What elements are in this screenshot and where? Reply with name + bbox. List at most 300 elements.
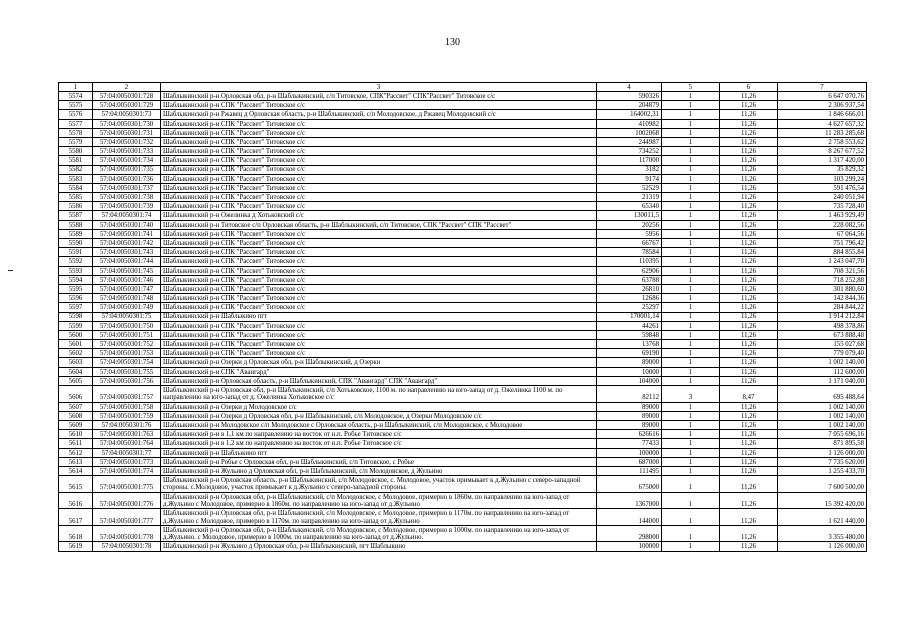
cadastral-number: 57:04:0050301:77 (93, 448, 161, 457)
address: Шаблыкинский р-н Ожелинка д Хотьковский с/с (161, 211, 597, 220)
address: Шаблыкинский р-н Шаблыкино пгт (161, 448, 597, 457)
address: Шаблыкинский р-н СПК "Рассвет" Титовское с/с (161, 266, 597, 275)
table-row (59, 137, 867, 146)
area: 20256 (597, 220, 662, 229)
cadastral-value: 718 252,88 (778, 275, 867, 284)
row-number: 5607 (59, 402, 93, 411)
table-row (59, 119, 867, 128)
cadastral-number: 57:04:0050301:752 (93, 340, 161, 349)
table-row (59, 266, 867, 275)
address: Шаблыкинский р-н СПК "Рассвет" Титовское с/с (161, 340, 597, 349)
table-row (59, 466, 867, 475)
rate: 11,26 (720, 147, 778, 156)
address: Шаблыкинский р-н Орловская обл, р-н Шаблыкинский, с/п Молодовское, с Молодовое, примерно в 1000м. по направлению на юго-запад от д.Жульино. с Молодовое, примерно в 1000м. по направлению на юго-запад от д.Жульино. (161, 525, 597, 542)
cadastral-value: 1 846 666,01 (778, 110, 867, 119)
cadastral-value: 884 855,84 (778, 248, 867, 257)
row-number: 5608 (59, 411, 93, 420)
rate: 11,26 (720, 110, 778, 119)
cadastral-value: 4 627 657,32 (778, 119, 867, 128)
row-number: 5594 (59, 275, 93, 284)
table-row (59, 220, 867, 229)
row-number: 5598 (59, 312, 93, 321)
area: 9174 (597, 174, 662, 183)
cadastral-value: 498 378,86 (778, 321, 867, 330)
table-row (59, 420, 867, 429)
coefficient: 1 (662, 411, 720, 420)
table-row (59, 321, 867, 330)
cadastral-value: 2 758 553,62 (778, 137, 867, 146)
rate: 11,26 (720, 284, 778, 293)
rate: 11,26 (720, 156, 778, 165)
address: Шаблыкинский р-н СПК "Рассвет" Титовское с/с (161, 349, 597, 358)
cadastre-table (58, 82, 867, 552)
row-number: 5601 (59, 340, 93, 349)
coefficient: 1 (662, 220, 720, 229)
cadastral-number: 57:04:0050301:741 (93, 229, 161, 238)
table-row (59, 147, 867, 156)
area: 410982 (597, 119, 662, 128)
area: 204879 (597, 101, 662, 110)
address: Шаблыкинский р-н Орловская область, р-н Шаблыкинский, с/п Молодовское, с. Молодовое, участок примыкает к д.Жульино с северо-западной стороны. с.Молодовое, участок примыкает к д.Жульино с северо-западной стороны. (161, 476, 597, 493)
area: 10000 (597, 367, 662, 376)
area: 25297 (597, 303, 662, 312)
cadastral-number: 57:04:0050301:737 (93, 183, 161, 192)
address: Шаблыкинский р-н Молодовское с/п Молодовское с Орловская область, р-н Шаблыкинский, с/п Молодовское, с Молодовое (161, 420, 597, 429)
row-number: 5616 (59, 492, 93, 509)
row-number: 5575 (59, 101, 93, 110)
cadastral-number: 57:04:0050301:739 (93, 202, 161, 211)
cadastral-value: 301 880,60 (778, 284, 867, 293)
coefficient: 1 (662, 420, 720, 429)
table-row (59, 183, 867, 192)
row-number: 5604 (59, 367, 93, 376)
table-row (59, 402, 867, 411)
row-number: 5574 (59, 92, 93, 101)
area: 298000 (597, 525, 662, 542)
coefficient: 1 (662, 542, 720, 551)
area: 626616 (597, 430, 662, 439)
coefficient: 1 (662, 229, 720, 238)
rate: 11,26 (720, 257, 778, 266)
coefficient: 1 (662, 312, 720, 321)
rate: 11,26 (720, 101, 778, 110)
area: 144000 (597, 509, 662, 526)
cadastral-number: 57:04:0050301:759 (93, 411, 161, 420)
coefficient: 1 (662, 376, 720, 385)
row-number: 5609 (59, 420, 93, 429)
row-number: 5583 (59, 174, 93, 183)
table-row (59, 386, 867, 403)
cadastral-number: 57:04:0050301:73 (93, 110, 161, 119)
cadastral-value: 1 002 140,00 (778, 402, 867, 411)
coefficient: 1 (662, 202, 720, 211)
coefficient: 1 (662, 330, 720, 339)
area: 77433 (597, 439, 662, 448)
address: Шаблыкинский р-н Шаблыкино пгт (161, 312, 597, 321)
rate: 11,26 (720, 439, 778, 448)
address: Шаблыкинский р-н СПК "Рассвет" Титовское с/с (161, 330, 597, 339)
cadastral-number: 57:04:0050301:76 (93, 420, 161, 429)
coefficient: 1 (662, 509, 720, 526)
cadastral-value: 112 600,00 (778, 367, 867, 376)
rate: 11,26 (720, 202, 778, 211)
rate: 11,26 (720, 239, 778, 248)
address: Шаблыкинский р-н СПК "Рассвет" Титовское с/с (161, 248, 597, 257)
table-row (59, 430, 867, 439)
area: 170001,14 (597, 312, 662, 321)
address: Шаблыкинский р-н СПК "Рассвет" Титовское с/с (161, 294, 597, 303)
row-number: 5585 (59, 193, 93, 202)
address: Шаблыкинский р-н Озерки д Орловская обл, р-н Шаблыкинский, с/п Молодовское, д Озерки Молодовское с/с (161, 411, 597, 420)
cadastral-value: 1 243 047,70 (778, 257, 867, 266)
coefficient: 1 (662, 284, 720, 293)
area: 111495 (597, 466, 662, 475)
area: 164002,31 (597, 110, 662, 119)
area: 65340 (597, 202, 662, 211)
cadastral-value: 673 888,48 (778, 330, 867, 339)
rate: 11,26 (720, 266, 778, 275)
coefficient: 1 (662, 402, 720, 411)
cadastral-number: 57:04:0050301:78 (93, 542, 161, 551)
cadastral-number: 57:04:0050301:763 (93, 430, 161, 439)
page-number: 130 (445, 37, 460, 48)
cadastral-value: 240 051,94 (778, 193, 867, 202)
address: Шаблыкинский р-н Орловская обл, р-н Шаблыкинский, с/п Молодовское, с Молодовое, примерно в 1170м. по направлению на юго-запад от д.Жульино с Молодовое, примерно в 1170м. по направлению на юго-запад от д.Жульино (161, 509, 597, 526)
coefficient: 1 (662, 525, 720, 542)
address: Шаблыкинский р-н СПК "Рассвет" Титовское с/с (161, 275, 597, 284)
header-cell: 4 (597, 83, 662, 92)
coefficient: 3 (662, 386, 720, 403)
row-number: 5595 (59, 284, 93, 293)
coefficient: 1 (662, 165, 720, 174)
coefficient: 1 (662, 294, 720, 303)
area: 13768 (597, 340, 662, 349)
address: Шаблыкинский р-н Ржавец д Орловская область, р-н Шаблыкинский, с/п Молодовское, д Ржавец Молодовский с/с (161, 110, 597, 119)
cadastral-value: 15 392 420,00 (778, 492, 867, 509)
cadastral-value: 1 126 000,00 (778, 448, 867, 457)
table-row (59, 476, 867, 493)
cadastral-value: 155 027,68 (778, 340, 867, 349)
rate: 11,26 (720, 119, 778, 128)
rate: 11,26 (720, 165, 778, 174)
area: 100000 (597, 448, 662, 457)
area: 100000 (597, 542, 662, 551)
rate: 11,26 (720, 303, 778, 312)
cadastral-number: 57:04:0050301:732 (93, 137, 161, 146)
rate: 11,26 (720, 367, 778, 376)
table-row (59, 211, 867, 220)
address: Шаблыкинский р-н СПК "Рассвет" Титовское с/с (161, 101, 597, 110)
row-number: 5606 (59, 386, 93, 403)
table-row (59, 492, 867, 509)
row-number: 5579 (59, 137, 93, 146)
address: Шаблыкинский р-н СПК "Авангард" (161, 367, 597, 376)
rate: 11,26 (720, 402, 778, 411)
table-row (59, 411, 867, 420)
address: Шаблыкинский р-н СПК "Рассвет" Титовское с/с (161, 137, 597, 146)
cadastral-number: 57:04:0050301:744 (93, 257, 161, 266)
cadastral-number: 57:04:0050301:743 (93, 248, 161, 257)
table-row (59, 202, 867, 211)
cadastral-number: 57:04:0050301:729 (93, 101, 161, 110)
coefficient: 1 (662, 147, 720, 156)
address: Шаблыкинский р-н в 1,1 км по направлению на восток от н.п. Робье Титовское с/с (161, 430, 597, 439)
row-number: 5612 (59, 448, 93, 457)
rate: 11,26 (720, 466, 778, 475)
cadastral-value: 1 621 440,00 (778, 509, 867, 526)
area: 3182 (597, 165, 662, 174)
row-number: 5602 (59, 349, 93, 358)
area: 734252 (597, 147, 662, 156)
cadastral-number: 57:04:0050301:730 (93, 119, 161, 128)
area: 63788 (597, 275, 662, 284)
area: 110395 (597, 257, 662, 266)
cadastral-value: 67 064,56 (778, 229, 867, 238)
coefficient: 1 (662, 321, 720, 330)
cadastral-value: 1 171 040,00 (778, 376, 867, 385)
table-row (59, 376, 867, 385)
cadastral-value: 7 055 696,16 (778, 430, 867, 439)
area: 590326 (597, 92, 662, 101)
rate: 11,26 (720, 525, 778, 542)
address: Шаблыкинский р-н СПК "Рассвет" Титовское с/с (161, 165, 597, 174)
address: Шаблыкинский р-н Орловская обл, р-н Шаблыкинский, с/п Молодовское, с Молодовое, примерно в 1860м. по направлению на юго-запад от д.Жульино с Молодовое, примерно в 1860м. по направлению на юго-запад от д.Жульино (161, 492, 597, 509)
row-number: 5591 (59, 248, 93, 257)
rate: 11,26 (720, 128, 778, 137)
rate: 11,26 (720, 509, 778, 526)
rate: 11,26 (720, 358, 778, 367)
cadastral-value: 7 600 500,00 (778, 476, 867, 493)
area: 66767 (597, 239, 662, 248)
area: 62906 (597, 266, 662, 275)
address: Шаблыкинский р-н СПК "Рассвет" Титовское с/с (161, 229, 597, 238)
area: 130011,5 (597, 211, 662, 220)
coefficient: 1 (662, 340, 720, 349)
cadastral-number: 57:04:0050301:773 (93, 457, 161, 466)
rate: 11,26 (720, 448, 778, 457)
coefficient: 1 (662, 92, 720, 101)
cadastral-value: 6 647 070,76 (778, 92, 867, 101)
margin-mark (8, 270, 13, 271)
address: Шаблыкинский р-н СПК "Рассвет" Титовское с/с (161, 174, 597, 183)
rate: 11,26 (720, 330, 778, 339)
cadastral-value: 1 002 140,00 (778, 358, 867, 367)
cadastral-number: 57:04:0050301:738 (93, 193, 161, 202)
cadastral-value: 1 002 140,00 (778, 420, 867, 429)
row-number: 5588 (59, 220, 93, 229)
rate: 11,26 (720, 376, 778, 385)
address: Шаблыкинский р-н Орловская область, р-н Шаблыкинский, СПК "Авангард" СПК "Авангард" (161, 376, 597, 385)
address: Шаблыкинский р-н Орловская обл, р-н Шаблыкинский, с/п Титовское, СПК"Рассвет" СПК"Рассвет" Титовское с/с (161, 92, 597, 101)
area: 1002068 (597, 128, 662, 137)
row-number: 5597 (59, 303, 93, 312)
cadastral-value: 1 002 140,00 (778, 411, 867, 420)
coefficient: 1 (662, 137, 720, 146)
area: 89000 (597, 411, 662, 420)
cadastral-number: 57:04:0050301:740 (93, 220, 161, 229)
cadastral-value: 871 895,58 (778, 439, 867, 448)
row-number: 5614 (59, 466, 93, 475)
area: 89000 (597, 358, 662, 367)
rate: 11,26 (720, 312, 778, 321)
rate: 11,26 (720, 349, 778, 358)
cadastral-number: 57:04:0050301:774 (93, 466, 161, 475)
rate: 11,26 (720, 340, 778, 349)
cadastral-value: 779 079,40 (778, 349, 867, 358)
rate: 11,26 (720, 183, 778, 192)
coefficient: 1 (662, 211, 720, 220)
cadastral-value: 1 255 433,70 (778, 466, 867, 475)
row-number: 5615 (59, 476, 93, 493)
rate: 11,26 (720, 137, 778, 146)
rate: 11,26 (720, 492, 778, 509)
address: Шаблыкинский р-н Жульино д Орловская обл, р-н Шаблыкинский, с/п Молодовское, д Жульино (161, 466, 597, 475)
header-cell: 1 (59, 83, 93, 92)
coefficient: 1 (662, 183, 720, 192)
coefficient: 1 (662, 430, 720, 439)
cadastral-number: 57:04:0050301:758 (93, 402, 161, 411)
area: 89000 (597, 402, 662, 411)
table-row (59, 330, 867, 339)
header-cell: 5 (662, 83, 720, 92)
rate: 11,26 (720, 211, 778, 220)
coefficient: 1 (662, 349, 720, 358)
cadastral-number: 57:04:0050301:751 (93, 330, 161, 339)
table-row (59, 165, 867, 174)
area: 26810 (597, 284, 662, 293)
rate: 11,26 (720, 457, 778, 466)
header-cell: 6 (720, 83, 778, 92)
cadastral-value: 142 844,36 (778, 294, 867, 303)
area: 1367000 (597, 492, 662, 509)
table-row (59, 229, 867, 238)
row-number: 5613 (59, 457, 93, 466)
coefficient: 1 (662, 266, 720, 275)
coefficient: 1 (662, 101, 720, 110)
cadastral-number: 57:04:0050301:731 (93, 128, 161, 137)
cadastral-value: 735 728,40 (778, 202, 867, 211)
address: Шаблыкинский р-н Озерки д Орловская обл, р-н Шаблыкинский, д Озерки (161, 358, 597, 367)
area: 78584 (597, 248, 662, 257)
table-row (59, 257, 867, 266)
table-row (59, 110, 867, 119)
table-row (59, 312, 867, 321)
row-number: 5581 (59, 156, 93, 165)
cadastral-number: 57:04:0050301:747 (93, 284, 161, 293)
cadastral-number: 57:04:0050301:748 (93, 294, 161, 303)
coefficient: 1 (662, 248, 720, 257)
cadastral-number: 57:04:0050301:754 (93, 358, 161, 367)
table-row (59, 525, 867, 542)
cadastral-number: 57:04:0050301:746 (93, 275, 161, 284)
address: Шаблыкинский р-н СПК "Рассвет" Титовское с/с (161, 257, 597, 266)
rate: 8,47 (720, 386, 778, 403)
header-cell: 7 (778, 83, 867, 92)
header-cell: 2 (93, 83, 161, 92)
rate: 11,26 (720, 430, 778, 439)
coefficient: 1 (662, 193, 720, 202)
table-row (59, 92, 867, 101)
row-number: 5582 (59, 165, 93, 174)
coefficient: 1 (662, 457, 720, 466)
cadastral-value: 1 914 212,84 (778, 312, 867, 321)
row-number: 5578 (59, 128, 93, 137)
area: 89000 (597, 420, 662, 429)
row-number: 5610 (59, 430, 93, 439)
area: 5956 (597, 229, 662, 238)
address: Шаблыкинский р-н СПК "Рассвет" Титовское с/с (161, 183, 597, 192)
cadastral-number: 57:04:0050301:734 (93, 156, 161, 165)
table-row (59, 457, 867, 466)
table-row (59, 239, 867, 248)
cadastral-number: 57:04:0050301:75 (93, 312, 161, 321)
address: Шаблыкинский р-н СПК "Рассвет" Титовское с/с (161, 202, 597, 211)
address: Шаблыкинский р-н Жульино д Орловская обл, р-н Шаблыкинский, пгт Шаблыкино (161, 542, 597, 551)
rate: 11,26 (720, 542, 778, 551)
rate: 11,26 (720, 248, 778, 257)
area: 82112 (597, 386, 662, 403)
cadastral-number: 57:04:0050301:749 (93, 303, 161, 312)
area: 12686 (597, 294, 662, 303)
table-row (59, 284, 867, 293)
coefficient: 1 (662, 239, 720, 248)
coefficient: 1 (662, 128, 720, 137)
cadastral-value: 1 317 420,00 (778, 156, 867, 165)
address: Шаблыкинский р-н в 1,2 км по направлению на восток от н.п. Робье Титовское с/с (161, 439, 597, 448)
address: Шаблыкинский р-н СПК "Рассвет" Титовское с/с (161, 239, 597, 248)
table-row (59, 340, 867, 349)
table-row (59, 448, 867, 457)
header-cell: 3 (161, 83, 597, 92)
table-row (59, 128, 867, 137)
table-row (59, 101, 867, 110)
coefficient: 1 (662, 492, 720, 509)
cadastral-number: 57:04:0050301:733 (93, 147, 161, 156)
cadastral-number: 57:04:0050301:764 (93, 439, 161, 448)
cadastral-number: 57:04:0050301:745 (93, 266, 161, 275)
row-number: 5576 (59, 110, 93, 119)
address: Шаблыкинский р-н СПК "Рассвет" Титовское с/с (161, 303, 597, 312)
address: Шаблыкинский р-н Орловская обл, р-н Шаблыкинский, с/п Хотьковское, 1100 м. по направлению на юго-запад от д. Ожелинка 1100 м. по направлению на юго-запад от д. Ожелинка Хотьковское с/с (161, 386, 597, 403)
table-row (59, 349, 867, 358)
cadastral-number: 57:04:0050301:756 (93, 376, 161, 385)
row-number: 5596 (59, 294, 93, 303)
table-row (59, 275, 867, 284)
cadastral-value: 8 267 677,52 (778, 147, 867, 156)
area: 104000 (597, 376, 662, 385)
area: 44261 (597, 321, 662, 330)
area: 244987 (597, 137, 662, 146)
row-number: 5599 (59, 321, 93, 330)
row-number: 5619 (59, 542, 93, 551)
address: Шаблыкинский р-н СПК "Рассвет" Титовское с/с (161, 147, 597, 156)
coefficient: 1 (662, 156, 720, 165)
rate: 11,26 (720, 411, 778, 420)
coefficient: 1 (662, 439, 720, 448)
row-number: 5611 (59, 439, 93, 448)
cadastral-value: 35 829,32 (778, 165, 867, 174)
cadastral-number: 57:04:0050301:775 (93, 476, 161, 493)
table-row (59, 542, 867, 551)
cadastral-value: 695 488,64 (778, 386, 867, 403)
cadastral-number: 57:04:0050301:74 (93, 211, 161, 220)
table-row (59, 439, 867, 448)
cadastral-number: 57:04:0050301:728 (93, 92, 161, 101)
rate: 11,26 (720, 420, 778, 429)
row-number: 5587 (59, 211, 93, 220)
row-number: 5584 (59, 183, 93, 192)
area: 117000 (597, 156, 662, 165)
